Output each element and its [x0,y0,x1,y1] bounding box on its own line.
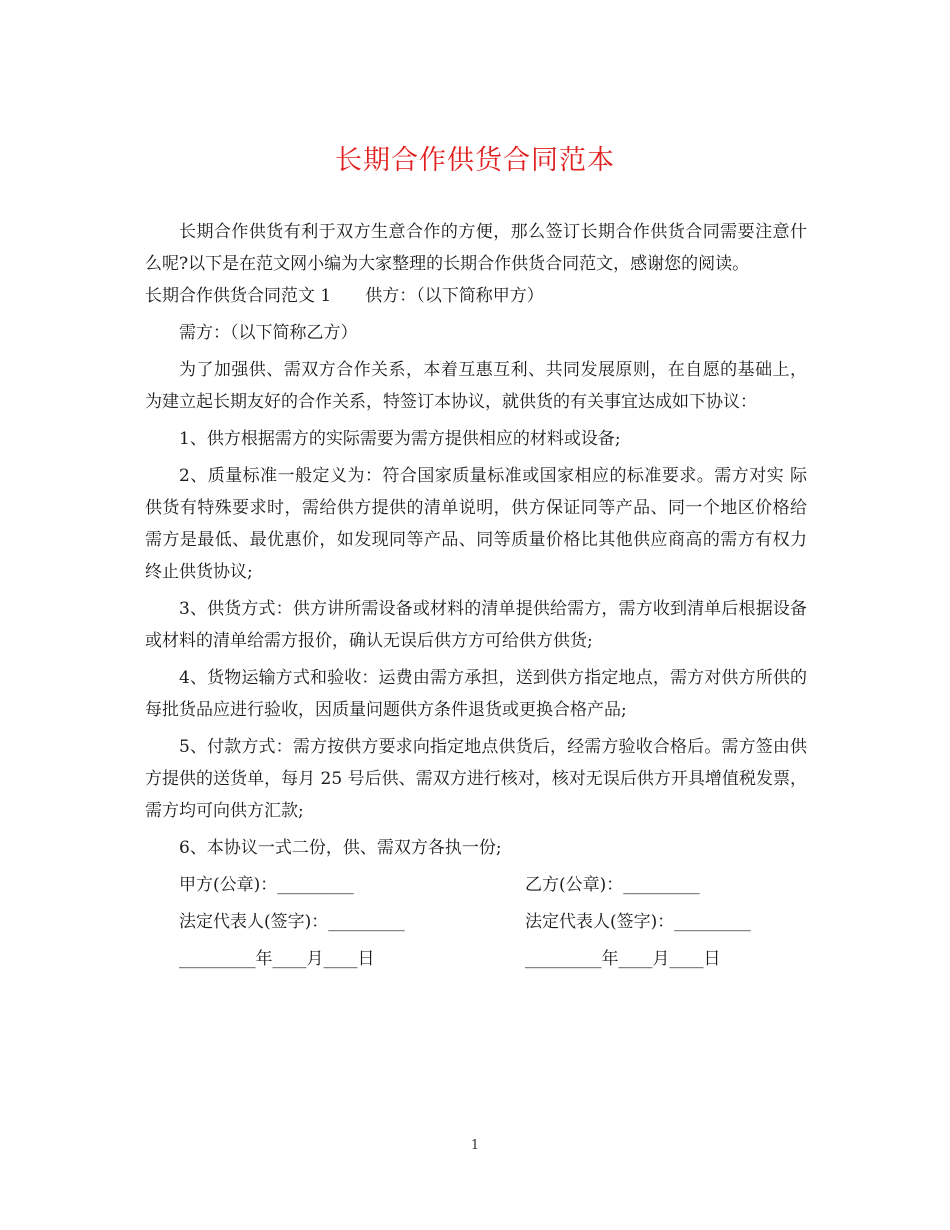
signature-rep-row [145,906,807,938]
clause-6: 6、本协议一式二份，供、需双方各执一份; [179,838,502,858]
document-title: 长期合作供货合同范本 [335,145,615,176]
section-heading: 长期合作供货合同范文 1 [145,286,332,306]
buyer-line: 需方：（以下简称乙方） [179,323,358,343]
party-b-representative: 法定代表人(签字)：_________ [525,912,751,932]
clause-3: 3、供货方式：供方讲所需设备或材料的清单提供给需方，需方收到清单后根据设备或材料的清单给需方报价，确认无误后供方方可给供方供货; [145,599,807,651]
clause-5: 5、付款方式：需方按供方要求向指定地点供货后，经需方验收合格后。需方签由供方提供的送货单，每月 25 号后供、需双方进行核对，核对无误后供方开具增值税发票，需方均可向供方汇款; [145,737,807,821]
clause-1: 1、供方根据需方的实际需要为需方提供相应的材料或设备; [179,429,621,449]
supplier-line: 供方：（以下简称甲方） [365,286,544,306]
page-number: 1 [470,1138,480,1153]
party-a-date: _________年____月____日 [179,949,375,969]
intro-paragraph: 长期合作供货有利于双方生意合作的方便，那么签订长期合作供货合同需要注意什么呢?以下是在范文网小编为大家整理的长期合作供货合同范文，感谢您的阅读。 [145,222,807,274]
signature-seal-row [145,869,807,901]
signature-date-row [145,943,807,975]
party-a-seal: 甲方(公章)：_________ [179,875,354,895]
clause-2: 2、质量标准一般定义为：符合国家质量标准或国家相应的标准要求。需方对实 际供货有特殊要求时，需给供方提供的清单说明，供方保证同等产品、同一个地区价格给需方是最低、最优惠价，如发现同等产品、同等质量价格比其他供应商高的需方有权力终止供货协议; [145,466,807,582]
document-body [145,216,807,975]
preamble-paragraph: 为了加强供、需双方合作关系，本着互惠互利、共同发展原则，在自愿的基础上，为建立起长期友好的合作关系，特签订本协议，就供货的有关事宜达成如下协议： [145,360,807,412]
party-a-representative: 法定代表人(签字)：_________ [179,912,405,932]
party-b-date: _________年____月____日 [525,949,721,969]
clause-4: 4、货物运输方式和验收：运费由需方承担，送到供方指定地点，需方对供方所供的每批货品应进行验收，因质量问题供方条件退货或更换合格产品; [145,668,807,720]
section-heading-line [145,280,807,312]
party-b-seal: 乙方(公章)：_________ [525,875,700,895]
